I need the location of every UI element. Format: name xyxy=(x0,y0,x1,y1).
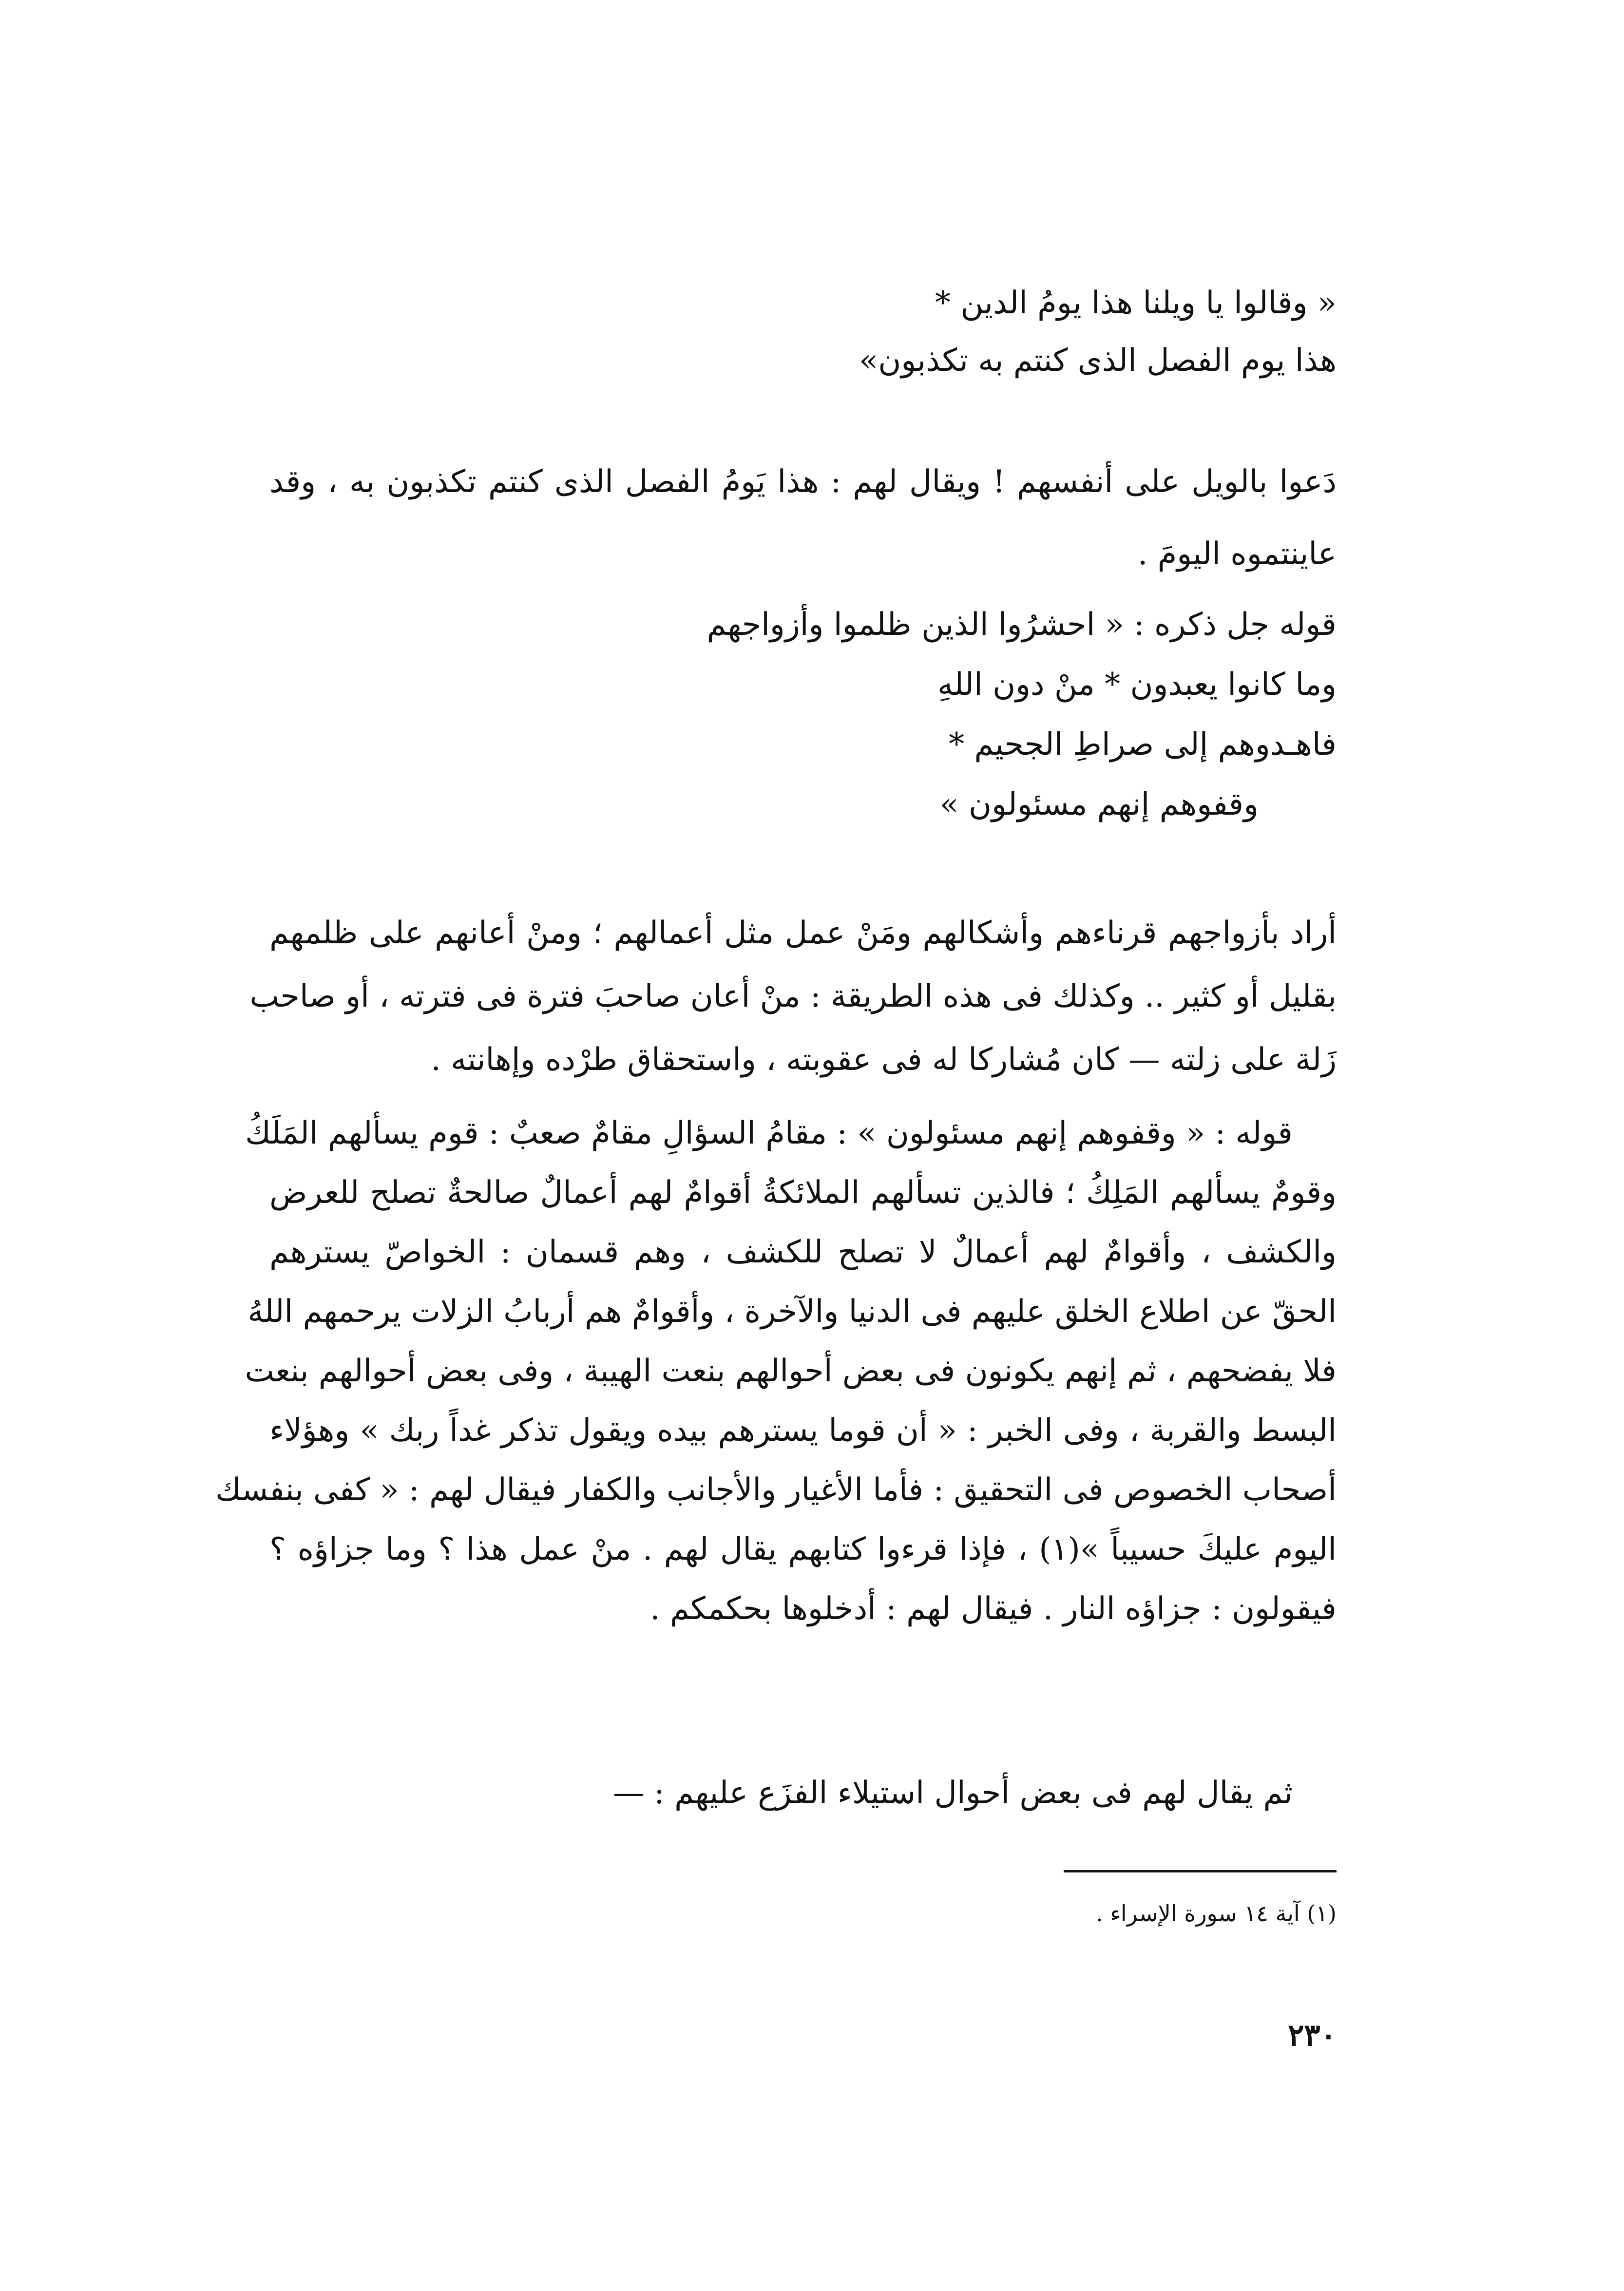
paragraph-line: أراد بأزواجهم قرناءهم وأشكالهم ومَنْ عمل مثل أعمالهم ؛ ومنْ أعانهم على ظلمهم xyxy=(269,915,1337,951)
footnote: (١) آية ١٤ سورة الإسراء . xyxy=(1096,1900,1337,1927)
paragraph-1 xyxy=(269,446,1337,590)
paragraph-line: فلا يفضحهم ، ثم إنهم يكونون فى بعض أحوالهم بنعت الهيبة ، وفى بعض أحوالهم بنعت xyxy=(245,1353,1337,1389)
paragraph-line: البسط والقربة ، وفى الخبر : « أن قوما يسترهم بيده ويقول تذكر غداً ربك » وهؤلاء xyxy=(269,1413,1337,1449)
paragraph-2 xyxy=(249,901,1337,1091)
verse-line: « وقالوا يا ويلنا هذا يومُ الدين * xyxy=(935,285,1337,321)
verse-line: قوله جل ذكره : « احشرُوا الذين ظلموا وأزواجهم xyxy=(707,607,1337,643)
page-number: ٢٣٠ xyxy=(1288,2017,1337,2053)
paragraph-line: قوله : « وقفوهم إنهم مسئولون » : مقامُ السؤالِ مقامٌ صعبٌ : قوم يسألهم المَلَكُ xyxy=(245,1115,1293,1151)
quran-verse-block-2 xyxy=(508,609,1337,849)
paragraph-line: زَلة على زلته — كان مُشاركا له فى عقوبته ، واستحقاق طرْده وإهانته . xyxy=(431,1042,1337,1078)
paragraph-4 xyxy=(269,1764,1337,1822)
paragraph-line: عاينتموه اليومَ . xyxy=(1137,536,1337,572)
paragraph-line: فيقولون : جزاؤه النار . فيقال لهم : أدخلوها بحكمكم . xyxy=(650,1591,1337,1627)
paragraph-line: اليوم عليكَ حسيباً »(١) ، فإذا قرءوا كتابهم يقال لهم . منْ عمل هذا ؟ وما جزاؤه ؟ xyxy=(269,1531,1337,1567)
paragraph-3 xyxy=(215,1104,1337,1639)
footnote-divider xyxy=(1064,1870,1337,1872)
verse-line: هذا يوم الفصل الذى كنتم به تكذبون» xyxy=(859,343,1337,379)
paragraph-line: الحقّ عن اطلاع الخلق عليهم فى الدنيا والآخرة ، وأقوامٌ هم أربابُ الزلات يرحمهم اللهُ xyxy=(248,1294,1337,1330)
quran-verse-block-1 xyxy=(508,287,1337,402)
paragraph-line: بقليل أو كثير .. وكذلك فى هذه الطريقة : منْ أعان صاحبَ فترة فى فترته ، أو صاحب xyxy=(249,978,1337,1014)
paragraph-line: أصحاب الخصوص فى التحقيق : فأما الأغيار والأجانب والكفار فيقال لهم : « كفى بنفسك xyxy=(215,1472,1337,1508)
paragraph-line: والكشف ، وأقوامٌ لهم أعمالٌ لا تصلح للكشف ، وهم قسمان : الخواصّ يسترهم xyxy=(269,1234,1337,1270)
paragraph-line: وقومٌ يسألهم المَلِكُ ؛ فالذين تسألهم الملائكةُ أقوامٌ لهم أعمالٌ صالحةٌ تصلح للعرض xyxy=(269,1175,1337,1211)
verse-line: وما كانوا يعبدون * منْ دون اللهِ xyxy=(937,667,1337,703)
paragraph-line: دَعوا بالويل على أنفسهم ! ويقال لهم : هذا يَومُ الفصل الذى كنتم تكذبون به ، وقد xyxy=(269,464,1337,500)
paragraph-line: ثم يقال لهم فى بعض أحوال استيلاء الفزَع عليهم : — xyxy=(612,1775,1293,1811)
verse-line: وقفوهم إنهم مسئولون » xyxy=(939,786,1259,822)
verse-line: فاهـدوهم إلى صراطِ الجحيم * xyxy=(949,726,1337,763)
